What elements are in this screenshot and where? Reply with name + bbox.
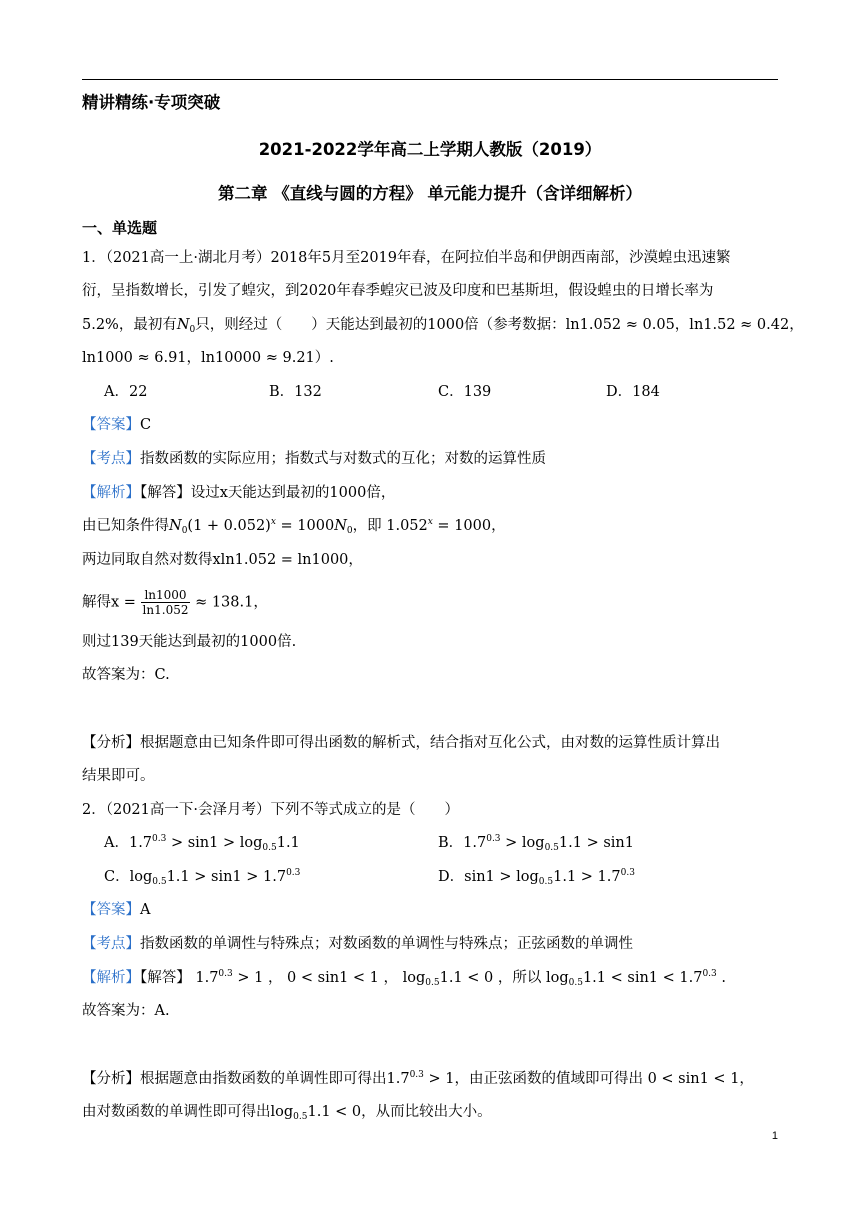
header-rule bbox=[82, 79, 778, 80]
q1-stem-line3a: 5.2%，最初有 bbox=[82, 317, 177, 333]
series-title: 精讲精练·专项突破 bbox=[82, 93, 221, 112]
answer-tag: 【答案】 bbox=[82, 417, 140, 433]
q1-sol1: 设过x天能达到最初的1000倍， bbox=[190, 485, 396, 501]
q2-option-a: A．$1.7^{0.3} > \sin 1 > \log_{0.5}1.1$ bbox=[104, 834, 300, 853]
q1-sol2c: = 1000， bbox=[432, 518, 506, 534]
fenxi-tag: 【分析】 bbox=[82, 735, 140, 751]
q1-sol4a: 解得x = bbox=[82, 594, 141, 611]
q1-solution-line5: 则过139天能达到最初的1000倍. bbox=[82, 634, 297, 650]
section-heading: 一、单选题 bbox=[82, 219, 158, 237]
q1-sol4b: ≈ 138.1， bbox=[190, 594, 268, 611]
q1-stem-line3b: 只，则经过（ ）天能达到最初的1000倍（参考数据：ln1.052 ≈ 0.05，ln1.52 ≈ 0.42， bbox=[195, 317, 804, 333]
q2-answer-value: A bbox=[140, 902, 151, 918]
topic-tag: 【考点】 bbox=[82, 936, 140, 952]
q1-solution-line3: 两边同取自然对数得xln1.052 = ln1000， bbox=[82, 552, 363, 568]
q1-sol2b: ，即 bbox=[352, 518, 382, 534]
q1-fenxi1: 根据题意由已知条件即可得出函数的解析式，结合指对互化公式，由对数的运算性质计算出 bbox=[140, 735, 720, 751]
q2-topic bbox=[82, 934, 633, 954]
q1-topic-text: 指数函数的实际应用；指数式与对数式的互化；对数的运算性质 bbox=[140, 451, 546, 467]
q2-option-b: B．$1.7^{0.3} > \log_{0.5}1.1 > \sin 1$ bbox=[438, 834, 634, 853]
q1-option-b: B．132 bbox=[269, 384, 322, 400]
q2-topic-text: 指数函数的单调性与特殊点；对数函数的单调性与特殊点；正弦函数的单调性 bbox=[140, 936, 633, 952]
q1-analysis-line1 bbox=[82, 733, 720, 753]
q2-stem: 2．（2021高一下·会泽月考）下列不等式成立的是（ ） bbox=[82, 802, 459, 818]
q1-analysis-line2: 结果即可。 bbox=[82, 768, 155, 784]
page-number: 1 bbox=[771, 1130, 778, 1142]
topic-tag: 【考点】 bbox=[82, 451, 140, 467]
analysis-tag: 【解析】 bbox=[82, 970, 140, 986]
q2-analysis-line1: 【分析】根据题意由指数函数的单调性即可得出$1.7^{0.3} > 1$，由正弦函数的值域即可得出 0 < sin1 < 1， bbox=[82, 1070, 754, 1087]
solution-tag: 【解答】 bbox=[140, 485, 191, 501]
q1-option-a: A．22 bbox=[104, 384, 148, 400]
q1-option-c: C．139 bbox=[438, 384, 492, 400]
q1-topic bbox=[82, 449, 546, 469]
q1-solution-line4 bbox=[82, 588, 268, 617]
q1-fraction-den: ln1.052 bbox=[142, 603, 189, 617]
q1-solution-line6: 故答案为：C. bbox=[82, 667, 170, 683]
q2-solution-line2: 故答案为：A. bbox=[82, 1003, 170, 1019]
q1-stem-line4: ln1000 ≈ 6.91，ln10000 ≈ 9.21）. bbox=[82, 350, 334, 366]
year-title: 2021-2022学年高二上学期人教版（2019） bbox=[258, 140, 602, 159]
q2-answer bbox=[82, 900, 150, 920]
q2-analysis-line2: 由对数函数的单调性即可得出$\log_{0.5}1.1 < 0$，从而比较出大小。 bbox=[82, 1104, 492, 1122]
q1-fraction-num: ln1000 bbox=[141, 588, 191, 603]
analysis-tag: 【解析】 bbox=[82, 485, 140, 501]
q2-option-c: C．$\log_{0.5}1.1 > \sin 1 > 1.7^{0.3}$ bbox=[104, 868, 301, 887]
q1-solution-line1 bbox=[82, 483, 395, 503]
q1-sol2a: 由已知条件得 bbox=[82, 518, 169, 534]
fenxi-tag: 【分析】 bbox=[82, 1071, 140, 1087]
q1-stem-line1: 1．（2021高一上·湖北月考）2018年5月至2019年春，在阿拉伯半岛和伊朗西南部，沙漠蝗虫迅速繁 bbox=[82, 250, 731, 266]
chapter-title: 第二章 《直线与圆的方程》 单元能力提升（含详细解析） bbox=[218, 184, 642, 203]
solution-tag: 【解答】 bbox=[140, 970, 191, 986]
q1-answer-value: C bbox=[140, 417, 152, 433]
q1-solution-line2: 由已知条件得$N_0(1 + 0.052)^x = 1000N_0$，即 $1.052^x = 1000$， bbox=[82, 517, 506, 536]
q1-fraction bbox=[141, 588, 191, 617]
answer-tag: 【答案】 bbox=[82, 902, 140, 918]
q2-option-d: D．$\sin 1 > \log_{0.5}1.1 > 1.7^{0.3}$ bbox=[438, 868, 635, 887]
q1-stem-line2: 衍，呈指数增长，引发了蝗灾，到2020年春季蝗灾已波及印度和巴基斯坦，假设蝗虫的日增长率为 bbox=[82, 283, 714, 299]
q2-solution-line1: 【解析】【解答】 $1.7^{0.3} > 1$ ， 0 < sin1 < 1 ， $\log_{0.5}1.1 < 0$ ，所以 $\log_{0.5}1.1 < \sin 1 < 1.7^{0.3}$ . bbox=[82, 969, 726, 988]
q1-answer bbox=[82, 415, 151, 435]
q1-stem-line3: 5.2%，最初有$N_0$只，则经过（ ）天能达到最初的1000倍（参考数据：ln1.052 ≈ 0.05，ln1.52 ≈ 0.42， bbox=[82, 317, 804, 335]
q1-option-d: D．184 bbox=[606, 384, 660, 400]
